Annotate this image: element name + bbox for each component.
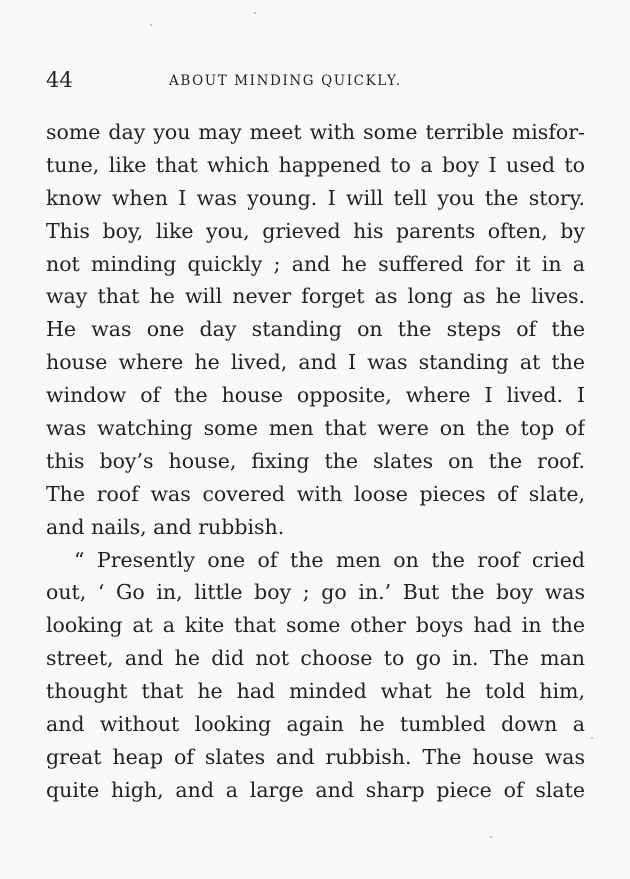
text-line: This boy, like you, grieved his parents often, by bbox=[46, 218, 585, 243]
text-line: way that he will never forget as long as he lives. bbox=[46, 284, 585, 309]
page-number: 44 bbox=[46, 68, 73, 92]
text-line: He was one day standing on the steps of the bbox=[46, 317, 585, 342]
text-line: house where he lived, and I was standing at the bbox=[46, 350, 585, 375]
running-title: ABOUT MINDING QUICKLY. bbox=[169, 73, 402, 89]
text-line: know when I was young. I will tell you the story. bbox=[46, 185, 585, 210]
paper-speck bbox=[150, 24, 152, 26]
text-line: “ Presently one of the men on the roof cried bbox=[74, 547, 585, 572]
text-line: quite high, and a large and sharp piece of slate bbox=[46, 777, 585, 802]
paper-speck bbox=[591, 737, 593, 739]
paper-speck bbox=[490, 836, 492, 838]
text-line: tune, like that which happened to a boy I used to bbox=[46, 152, 585, 177]
body-text bbox=[46, 116, 585, 807]
text-line: not minding quickly ; and he suffered for it in a bbox=[46, 251, 585, 276]
text-line: this boy’s house, fixing the slates on the roof. bbox=[46, 448, 585, 473]
text-line: some day you may meet with some terrible misfor- bbox=[46, 120, 585, 144]
text-line: window of the house opposite, where I lived. I bbox=[46, 383, 585, 408]
text-line: The roof was covered with loose pieces of slate, bbox=[46, 481, 585, 506]
paragraph-2 bbox=[46, 544, 585, 807]
paragraph-1 bbox=[46, 116, 585, 544]
running-head bbox=[46, 66, 584, 98]
text-line: was watching some men that were on the top of bbox=[46, 416, 585, 441]
text-line: thought that he had minded what he told him, bbox=[46, 679, 585, 704]
text-line: out, ‘ Go in, little boy ; go in.’ But the boy was bbox=[46, 580, 585, 605]
text-line: and nails, and rubbish. bbox=[46, 514, 285, 539]
text-line: great heap of slates and rubbish. The house was bbox=[46, 744, 585, 769]
text-line: street, and he did not choose to go in. The man bbox=[46, 646, 585, 671]
text-line: and without looking again he tumbled down a bbox=[46, 712, 585, 737]
text-line: looking at a kite that some other boys had in the bbox=[46, 613, 585, 638]
paper-speck bbox=[254, 12, 256, 14]
